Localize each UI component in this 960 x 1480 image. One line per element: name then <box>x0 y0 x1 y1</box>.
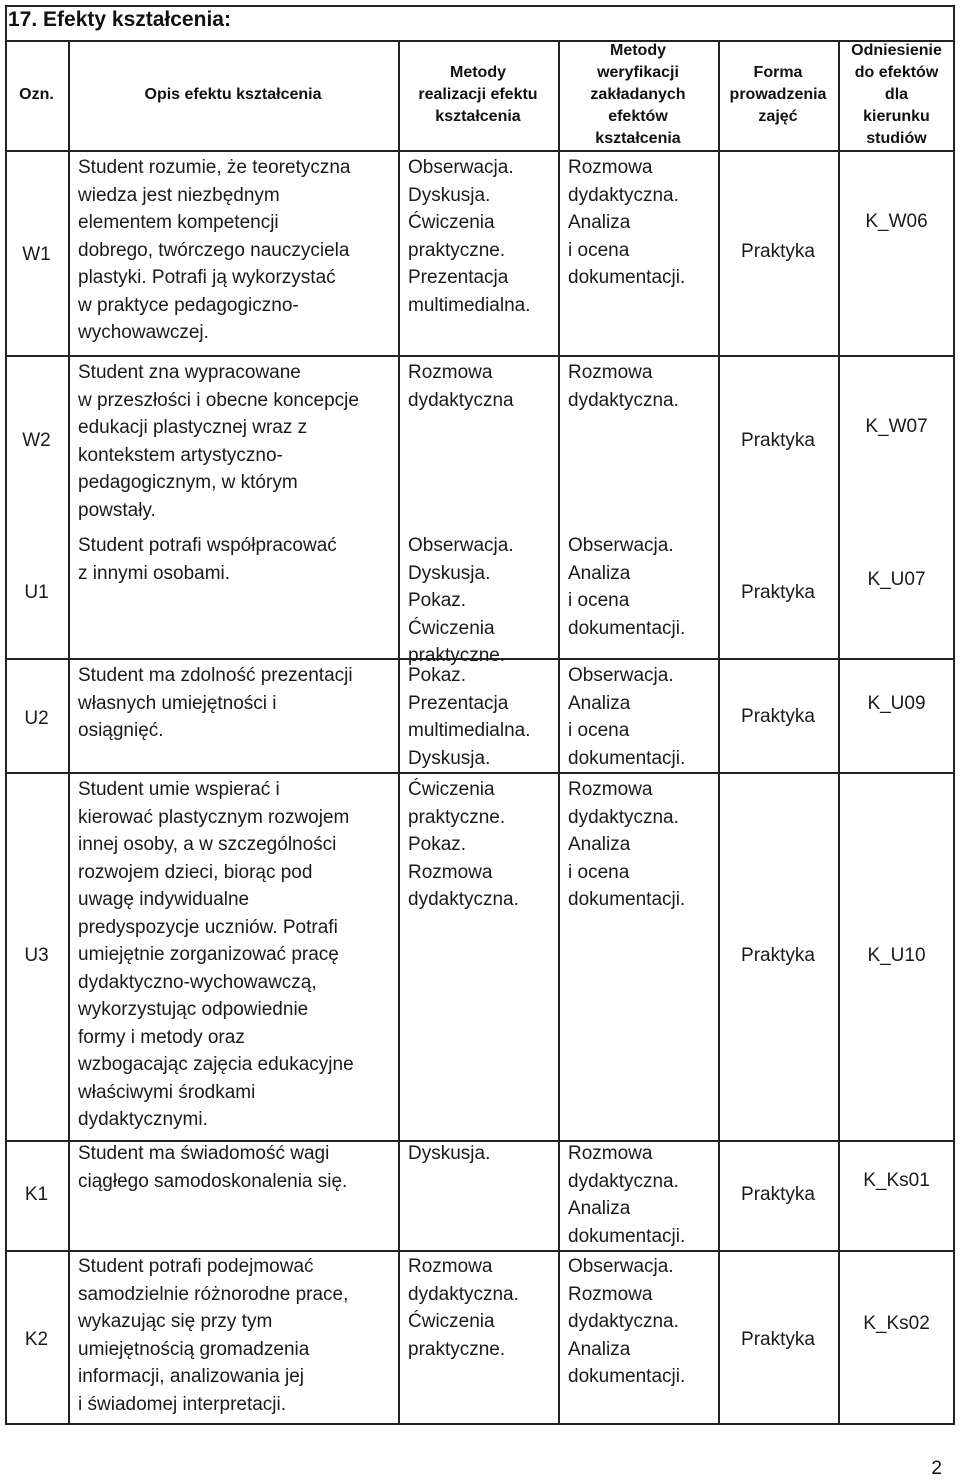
row-metody-weryfikacji <box>568 1253 685 1391</box>
row-metody-weryfikacji-line: i ocena <box>568 239 630 261</box>
header-forma <box>718 40 838 150</box>
row-opis <box>78 1253 348 1418</box>
row-odniesienie: K_U07 <box>867 569 926 591</box>
row-opis-line: wiedza jest niezbędnym <box>78 184 280 206</box>
row-metody-weryfikacji <box>568 776 685 914</box>
row-opis-line: wychowawczej. <box>78 322 209 343</box>
row-metody-realizacji-line: Dyskusja. <box>408 184 491 206</box>
row-metody-weryfikacji-line: dokumentacji. <box>568 617 686 639</box>
row-metody-realizacji-line: multimedialna. <box>408 294 531 316</box>
header-metody-weryfikacji <box>558 40 718 150</box>
row-forma: Praktyka <box>741 945 815 967</box>
header-opis <box>68 40 398 150</box>
row-opis-line: umiejętnością gromadzenia <box>78 1338 310 1360</box>
row-opis-line: ciągłego samodoskonalenia się. <box>78 1170 348 1192</box>
row-opis-line: Student ma zdolność prezentacji <box>78 665 353 686</box>
header-odniesienie-line: Odniesienie <box>851 42 942 59</box>
column-divider <box>68 40 70 1425</box>
header-forma-line: prowadzenia <box>729 86 827 103</box>
row-opis-line: edukacji plastycznej wraz z <box>78 417 308 438</box>
row-code: K2 <box>24 1329 49 1351</box>
row-opis-line: dydaktyczno-wychowawczą, <box>78 971 317 993</box>
row-metody-realizacji <box>408 662 531 772</box>
header-metody-weryfikacji-line: kształcenia <box>595 130 681 147</box>
row-opis-line: dobrego, twórczego nauczyciela <box>78 239 350 261</box>
header-metody-realizacji-line: Metody <box>449 64 506 81</box>
row-opis-line: kontekstem artystyczno- <box>78 444 283 466</box>
header-metody-weryfikacji-line: efektów <box>608 108 668 125</box>
row-forma: Praktyka <box>741 1329 815 1351</box>
row-opis-line: plastyki. Potrafi ją wykorzystać <box>78 267 336 288</box>
row-metody-weryfikacji-line: dydaktyczna. <box>568 806 679 828</box>
row-odniesienie: K_W07 <box>865 416 928 438</box>
row-metody-weryfikacji-line: Rozmowa <box>568 1143 653 1164</box>
header-forma-line: Forma <box>753 64 803 81</box>
row-metody-weryfikacji-line: Analiza <box>568 562 631 584</box>
row-metody-realizacji-line: Ćwiczenia <box>408 617 495 639</box>
row-opis <box>78 154 350 347</box>
row-metody-weryfikacji-line: Analiza <box>568 692 631 714</box>
row-metody-weryfikacji-line: i ocena <box>568 720 630 741</box>
row-opis-line: wzbogacając zajęcia edukacyjne <box>78 1054 354 1075</box>
row-opis-line: właściwymi środkami <box>78 1081 256 1103</box>
header-metody-realizacji <box>398 40 558 150</box>
row-metody-weryfikacji <box>568 662 685 772</box>
row-metody-realizacji <box>408 532 514 670</box>
section-title: 17. Efekty kształcenia: <box>8 8 231 31</box>
row-metody-weryfikacji-line: Rozmowa <box>568 779 653 800</box>
row-metody-realizacji-line: dydaktyczna. <box>408 889 519 910</box>
row-metody-weryfikacji-line: dokumentacji. <box>568 267 686 288</box>
row-opis-line: uwagę indywidualne <box>78 889 250 910</box>
row-metody-realizacji-line: Ćwiczenia <box>408 212 495 233</box>
row-opis-line: rozwojem dzieci, biorąc pod <box>78 861 313 883</box>
row-metody-realizacji-line: Dyskusja. <box>408 747 491 769</box>
row-metody-realizacji-line: Obserwacja. <box>408 535 514 556</box>
row-code: W1 <box>22 244 51 266</box>
row-metody-realizacji-line: Rozmowa <box>408 1256 493 1277</box>
row-metody-weryfikacji-line: dydaktyczna. <box>568 184 679 206</box>
row-metody-weryfikacji <box>568 532 685 642</box>
row-metody-realizacji-line: Ćwiczenia <box>408 779 495 800</box>
row-metody-realizacji-line: dydaktyczna <box>408 389 514 411</box>
row-opis <box>78 359 359 524</box>
row-opis-line: kierować plastycznym rozwojem <box>78 806 350 828</box>
header-metody-realizacji-line: kształcenia <box>435 108 521 125</box>
row-code: W2 <box>22 430 51 452</box>
row-metody-realizacji-line: praktyczne. <box>408 806 506 828</box>
row-metody-realizacji-line: praktyczne. <box>408 1338 506 1360</box>
row-odniesienie: K_U09 <box>867 693 926 715</box>
row-metody-realizacji-line: Dyskusja. <box>408 562 491 584</box>
row-code: K1 <box>24 1184 49 1206</box>
row-metody-realizacji-line: dydaktyczna. <box>408 1283 519 1305</box>
row-forma: Praktyka <box>741 430 815 452</box>
row-opis-line: umiejętnie zorganizować pracę <box>78 944 339 965</box>
row-odniesienie: K_Ks02 <box>863 1313 930 1335</box>
row-metody-realizacji-line: Pokaz. <box>408 590 467 611</box>
row-metody-realizacji <box>408 1140 490 1168</box>
row-opis-line: dydaktycznymi. <box>78 1109 208 1130</box>
row-opis <box>78 776 354 1134</box>
row-divider <box>5 1250 955 1252</box>
row-opis-line: Student potrafi współpracować <box>78 535 337 556</box>
row-metody-realizacji-line: praktyczne. <box>408 645 506 666</box>
row-metody-weryfikacji-line: dydaktyczna. <box>568 389 679 411</box>
row-metody-weryfikacji-line: dokumentacji. <box>568 1225 686 1247</box>
row-metody-realizacji-line: Pokaz. <box>408 665 467 686</box>
row-opis-line: formy i metody oraz <box>78 1026 245 1048</box>
row-opis-line: informacji, analizowania jej <box>78 1366 304 1387</box>
row-opis-line: w przeszłości i obecne koncepcje <box>78 389 359 411</box>
row-metody-weryfikacji-line: Analiza <box>568 834 631 855</box>
row-metody-weryfikacji-line: Rozmowa <box>568 362 653 383</box>
row-metody-realizacji-line: Obserwacja. <box>408 157 514 178</box>
header-metody-weryfikacji-line: Metody <box>610 42 666 59</box>
row-opis-line: i świadomej interpretacji. <box>78 1393 287 1415</box>
row-metody-realizacji-line: Prezentacja <box>408 692 509 714</box>
page-number: 2 <box>931 1458 942 1479</box>
row-metody-realizacji-line: praktyczne. <box>408 239 506 261</box>
row-metody-weryfikacji-line: Obserwacja. <box>568 535 674 556</box>
header-opis-line: Opis efektu kształcenia <box>144 86 322 103</box>
row-odniesienie: K_Ks01 <box>863 1170 930 1192</box>
row-opis-line: samodzielnie różnorodne prace, <box>78 1283 349 1305</box>
row-metody-realizacji <box>408 1253 519 1363</box>
row-metody-weryfikacji-line: dydaktyczna. <box>568 1170 679 1192</box>
row-opis-line: Student potrafi podejmować <box>78 1256 314 1277</box>
row-opis <box>78 662 353 745</box>
header-odniesienie-line: do efektów <box>854 64 939 81</box>
header-odniesienie-line: dla <box>884 86 909 103</box>
row-opis-line: osiągnięć. <box>78 720 164 741</box>
row-opis-line: Student rozumie, że teoretyczna <box>78 157 351 178</box>
row-forma: Praktyka <box>741 241 815 263</box>
row-opis-line: wykazując się przy tym <box>78 1311 273 1332</box>
row-metody-weryfikacji-line: Obserwacja. <box>568 665 674 686</box>
header-metody-weryfikacji-line: zakładanych <box>590 86 686 103</box>
row-metody-weryfikacji-line: Analiza <box>568 1338 631 1360</box>
row-metody-weryfikacji-line: Analiza <box>568 212 631 233</box>
row-opis-line: wykorzystując odpowiednie <box>78 999 309 1020</box>
row-opis-line: Student umie wspierać i <box>78 779 280 800</box>
column-divider <box>838 40 840 1425</box>
row-metody-realizacji-line: Rozmowa <box>408 362 493 383</box>
header-ozn <box>5 40 68 150</box>
row-metody-weryfikacji-line: i ocena <box>568 590 630 611</box>
row-odniesienie: K_W06 <box>865 211 928 233</box>
row-metody-weryfikacji-line: dokumentacji. <box>568 747 686 769</box>
row-metody-weryfikacji-line: dokumentacji. <box>568 889 686 910</box>
row-metody-weryfikacji-line: Analiza <box>568 1198 631 1219</box>
row-metody-weryfikacji-line: dokumentacji. <box>568 1366 686 1387</box>
row-metody-weryfikacji-line: dydaktyczna. <box>568 1311 679 1332</box>
header-odniesienie-line: studiów <box>866 130 927 147</box>
row-metody-realizacji <box>408 359 514 414</box>
row-metody-weryfikacji-line: Obserwacja. <box>568 1256 674 1277</box>
row-metody-realizacji-line: Ćwiczenia <box>408 1311 495 1332</box>
row-forma: Praktyka <box>741 1184 815 1206</box>
row-opis <box>78 1140 347 1195</box>
row-opis-line: powstały. <box>78 499 156 521</box>
row-metody-realizacji-line: Pokaz. <box>408 834 467 855</box>
header-odniesienie <box>838 40 955 150</box>
column-divider <box>558 40 560 1425</box>
row-code: U1 <box>24 582 49 604</box>
header-metody-weryfikacji-line: weryfikacji <box>597 64 679 81</box>
row-metody-weryfikacji-line: i ocena <box>568 861 630 883</box>
header-forma-line: zajęć <box>758 108 798 125</box>
row-metody-weryfikacji <box>568 154 685 292</box>
row-divider <box>5 150 955 152</box>
row-opis-line: Student zna wypracowane <box>78 362 301 383</box>
row-opis-line: innej osoby, a w szczególności <box>78 834 337 855</box>
column-divider <box>398 40 400 1425</box>
row-metody-realizacji <box>408 776 519 914</box>
row-opis-line: pedagogicznym, w którym <box>78 472 298 493</box>
row-metody-weryfikacji <box>568 359 679 414</box>
row-code: U3 <box>24 945 49 967</box>
row-metody-realizacji-line: Rozmowa <box>408 861 493 883</box>
row-metody-realizacji <box>408 154 531 319</box>
row-divider <box>5 355 955 357</box>
row-opis-line: własnych umiejętności i <box>78 692 277 714</box>
row-opis-line: Student ma świadomość wagi <box>78 1143 330 1164</box>
header-metody-realizacji-line: realizacji efektu <box>418 86 538 103</box>
row-divider <box>5 772 955 774</box>
row-opis-line: z innymi osobami. <box>78 562 231 584</box>
row-opis-line: elementem kompetencji <box>78 212 279 233</box>
row-code: U2 <box>24 708 49 730</box>
row-metody-weryfikacji <box>568 1140 685 1250</box>
row-metody-realizacji-line: Prezentacja <box>408 267 509 288</box>
header-ozn-line: Ozn. <box>19 86 54 103</box>
row-forma: Praktyka <box>741 582 815 604</box>
row-opis-line: predyspozycje uczniów. Potrafi <box>78 916 338 938</box>
row-forma: Praktyka <box>741 706 815 728</box>
row-metody-weryfikacji-line: Rozmowa <box>568 1283 653 1305</box>
row-metody-realizacji-line: multimedialna. <box>408 720 531 741</box>
row-odniesienie: K_U10 <box>867 945 926 967</box>
row-metody-weryfikacji-line: Rozmowa <box>568 157 653 178</box>
row-metody-realizacji-line: Dyskusja. <box>408 1143 491 1164</box>
header-odniesienie-line: kierunku <box>863 108 930 125</box>
row-opis-line: w praktyce pedagogiczno- <box>78 294 299 316</box>
row-opis <box>78 532 337 587</box>
